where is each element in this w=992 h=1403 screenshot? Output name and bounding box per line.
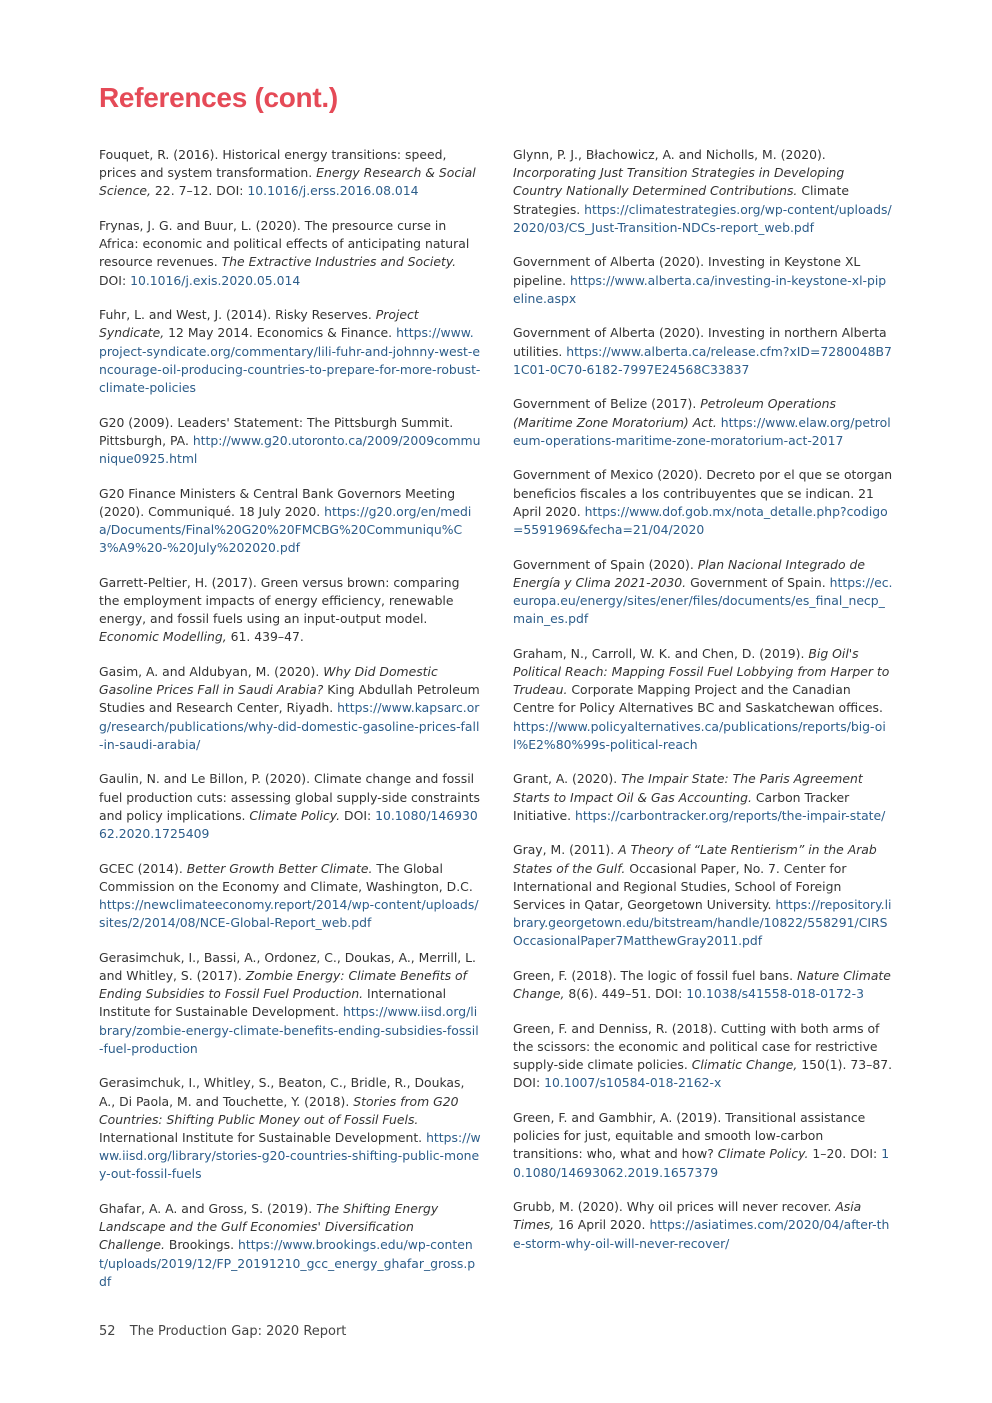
reference-text: Occasional Paper, No. 7. Center for International and Regional Studies, School of Foreign Services in Qatar, Georgetown University. [513,860,847,913]
reference-text: Government of Spain (2020). [513,556,698,572]
reference-text: Green, F. and Gambhir, A. (2019). Transitional assistance policies for just, equitable and smooth low-carbon transitions: who, what and how? [513,1110,866,1162]
references-right-column [513,146,893,1269]
reference-text: Grubb, M. (2020). Why oil prices will never recover. [513,1199,836,1215]
reference-source-title: Plan Nacional Integrado de Energía y Clima 2021-2030. [513,556,865,590]
publication-title: The Production Gap: 2020 Report [129,1324,347,1339]
reference-source-title: Big Oil's Political Reach: Mapping Fossil Fuel Lobbying from Harper to Trudeau. [513,645,890,698]
reference-link[interactable]: https://www.project-syndicate.org/commentary/lili-fuhr-and-johnny-west-encourage-oil-producing-countries-to-prepare-for-more-robust-climate-policies [99,325,481,396]
reference-entry [513,466,893,539]
reference-source-title: Climatic Change, [691,1057,798,1073]
reference-text: Government of Alberta (2020). Investing in northern Alberta utilities. [513,325,887,359]
reference-link[interactable]: https://carbontracker.org/reports/the-impair-state/ [574,807,886,823]
reference-source-title: The Impair State: The Paris Agreement Starts to Impact Oil & Gas Accounting. [513,771,863,805]
reference-text: Climate Strategies. [513,183,849,217]
reference-source-title: Climate Policy. [717,1146,809,1162]
reference-source-title: Climate Policy. [249,807,341,823]
reference-source-title: The Shifting Energy Landscape and the Gulf Economies' Diversification Challenge. [99,1201,439,1253]
reference-entry [99,860,481,933]
reference-text: GCEC (2014). [99,860,187,876]
reference-text: Ghafar, A. A. and Gross, S. (2019). [99,1201,317,1217]
reference-text: 150(1). 73–87. DOI: [513,1057,893,1091]
reference-text: Gasim, A. and Aldubyan, M. (2020). [99,664,324,680]
reference-link[interactable]: 10.1016/j.exis.2020.05.014 [130,272,301,288]
page-title: References (cont.) [99,82,338,113]
reference-source-title: Zombie Energy: Climate Benefits of Ending Subsidies to Fossil Fuel Production. [99,968,467,1002]
reference-text: Brookings. [164,1237,238,1253]
reference-text: Grant, A. (2020). [513,771,622,787]
reference-entry [513,324,893,379]
reference-entry [513,146,893,237]
reference-entry [99,306,481,397]
reference-text: 61. 439–47. [226,629,304,645]
reference-link[interactable]: https://www.iisd.org/library/zombie-energy-climate-benefits-ending-subsidies-fossil-fuel-production [99,1004,479,1056]
reference-source-title: Petroleum Operations (Maritime Zone Moratorium) Act. [513,396,836,430]
reference-text: Government of Spain. [686,574,830,590]
reference-entry [99,414,481,469]
reference-entry [513,253,893,308]
reference-link[interactable]: https://www.alberta.ca/release.cfm?xID=7280048B71C01-0C70-6182-7997E24568C33837 [513,343,892,377]
reference-text: 12 May 2014. Economics & Finance. [164,325,397,341]
reference-text: DOI: [340,807,376,823]
reference-link[interactable]: https://asiatimes.com/2020/04/after-the-storm-why-oil-will-never-recover/ [513,1217,890,1251]
reference-entry [513,770,893,825]
reference-entry [513,556,893,629]
reference-text: Green, F. (2018). The logic of fossil fuel bans. [513,968,797,984]
reference-text: Frynas, J. G. and Buur, L. (2020). The presource curse in Africa: economic and political effects of anticipating natural resource revenues. [99,218,470,270]
page-footer [99,1324,346,1339]
reference-source-title: Project Syndicate, [99,307,419,341]
reference-entry [513,1020,893,1093]
reference-text: Gray, M. (2011). [513,842,619,858]
reference-source-title: Energy Research & Social Science, [99,165,476,199]
reference-entry [99,1074,481,1183]
reference-text: 8(6). 449–51. DOI: [564,986,687,1002]
reference-text: Gaulin, N. and Le Billon, P. (2020). Climate change and fossil fuel production cuts: assessing global supply-side constraints and policy implications. [99,771,480,823]
reference-link[interactable]: https://www.kapsarc.org/research/publications/why-did-domestic-gasoline-prices-fall-in-saudi-arabia/ [99,700,480,752]
reference-link[interactable]: 10.1080/14693062.2020.1725409 [99,807,478,842]
reference-link[interactable]: 10.1080/14693062.2019.1657379 [513,1146,890,1180]
reference-link[interactable]: https://www.brookings.edu/wp-content/uploads/2019/12/FP_20191210_gcc_energy_ghafar_gross.pdf [99,1237,476,1289]
reference-text: King Abdullah Petroleum Studies and Research Center, Riyadh. [99,682,480,716]
reference-link[interactable]: 10.1038/s41558-018-0172-3 [686,986,864,1002]
reference-entry [513,645,893,754]
references-left-column [99,146,481,1307]
reference-text: Fouquet, R. (2016). Historical energy transitions: speed, prices and system transformation. [99,147,447,181]
reference-source-title: Asia Times, [513,1199,862,1233]
reference-entry [99,146,481,201]
reference-source-title: Better Growth Better Climate. [186,860,373,876]
reference-link[interactable]: https://www.dof.gob.mx/nota_detalle.php?codigo=5591969&fecha=21/04/2020 [513,503,888,538]
reference-text: International Institute for Sustainable Development. [99,986,447,1020]
reference-link[interactable]: https://www.iisd.org/library/stories-g20-countries-shifting-public-money-out-fossil-fuels [99,1130,481,1182]
page-number: 52 [99,1324,116,1339]
reference-text: Government of Mexico (2020). Decreto por el que se otorgan beneficios fiscales a los contribuyentes que se indican. 21 April 2020. [513,467,893,519]
reference-text: Corporate Mapping Project and the Canadian Centre for Policy Alternatives BC and Saskatchewan offices. [513,682,883,716]
reference-text: Carbon Tracker Initiative. [513,789,850,823]
reference-text: DOI: [99,272,131,288]
reference-text: Gerasimchuk, I., Whitley, S., Beaton, C., Bridle, R., Doukas, A., Di Paola, M. and Touchette, Y. (2018). [99,1075,465,1109]
reference-text: The Global Commission on the Economy and Climate, Washington, D.C. [99,860,473,894]
reference-link[interactable]: https://newclimateeconomy.report/2014/wp-content/uploads/sites/2/2014/08/NCE-Global-Report_web.pdf [99,897,479,931]
reference-entry [99,574,481,647]
reference-text: Gerasimchuk, I., Bassi, A., Ordonez, C., Doukas, A., Merrill, L. and Whitley, S. (2017). [99,949,476,984]
reference-text: G20 (2009). Leaders' Statement: The Pittsburgh Summit. Pittsburgh, PA. [99,414,454,448]
reference-entry [99,485,481,558]
reference-text: Green, F. and Denniss, R. (2018). Cutting with both arms of the scissors: the economic and political case for restrictive supply-side climate policies. [513,1020,880,1073]
reference-link[interactable]: https://www.elaw.org/petroleum-operations-maritime-zone-moratorium-act-2017 [513,414,891,448]
reference-entry [513,395,893,450]
reference-source-title: Incorporating Just Transition Strategies in Developing Country Nationally Determined Contributions. [513,165,845,199]
reference-entry [99,1200,481,1291]
reference-text: Government of Belize (2017). [513,396,701,412]
reference-link[interactable]: 10.1007/s10584-018-2162-x [544,1075,722,1091]
reference-text: 1–20. DOI: [808,1146,882,1162]
reference-link[interactable]: https://www.alberta.ca/investing-in-keystone-xl-pipeline.aspx [513,272,887,306]
reference-link[interactable]: https://g20.org/en/media/Documents/Final%20G20%20FMCBG%20Communiqu%C3%A9%20-%20July%202020.pdf [99,503,472,556]
reference-text: Government of Alberta (2020). Investing in Keystone XL pipeline. [513,254,861,288]
reference-entry [513,841,893,950]
reference-source-title: Economic Modelling, [99,629,227,645]
reference-text: Fuhr, L. and West, J. (2014). Risky Reserves. [99,307,376,323]
reference-entry [99,770,481,843]
reference-source-title: A Theory of “Late Rentierism” in the Arab States of the Gulf. [513,842,877,876]
reference-entry [513,1109,893,1182]
reference-source-title: Stories from G20 Countries: Shifting Public Money out of Fossil Fuels. [99,1093,459,1127]
reference-entry [513,1198,893,1253]
reference-text: International Institute for Sustainable Development. [99,1130,427,1146]
reference-link[interactable]: 10.1016/j.erss.2016.08.014 [247,183,419,199]
reference-text: 22. 7–12. DOI: [150,183,248,199]
reference-entry [99,217,481,290]
reference-source-title: Nature Climate Change, [513,968,891,1002]
reference-link[interactable]: https://ec.europa.eu/energy/sites/ener/files/documents/es_final_necp_main_es.pdf [513,574,893,627]
reference-link[interactable]: https://repository.library.georgetown.edu/bitstream/handle/10822/558291/CIRSOccasionalPaper7MatthewGray2011.pdf [513,897,892,949]
reference-entry [99,663,481,754]
reference-link[interactable]: http://www.g20.utoronto.ca/2009/2009communique0925.html [99,432,481,467]
reference-text: Graham, N., Carroll, W. K. and Chen, D. (2019). [513,645,809,661]
reference-link[interactable]: https://climatestrategies.org/wp-content/uploads/2020/03/CS_Just-Transition-NDCs-report_web.pdf [513,201,892,235]
reference-source-title: The Extractive Industries and Society. [221,254,457,270]
reference-text: Garrett-Peltier, H. (2017). Green versus brown: comparing the employment impacts of energy efficiency, renewable energy, and fossil fuels using an input-output model. [99,574,460,627]
reference-text: Glynn, P. J., Błachowicz, A. and Nicholls, M. (2020). [513,147,826,162]
reference-text: 16 April 2020. [554,1217,650,1233]
reference-entry [513,967,893,1003]
reference-text: G20 Finance Ministers & Central Bank Governors Meeting (2020). Communiqué. 18 July 2020. [99,485,456,519]
reference-source-title: Why Did Domestic Gasoline Prices Fall in Saudi Arabia? [99,664,438,698]
reference-entry [99,949,481,1058]
reference-link[interactable]: https://www.policyalternatives.ca/publications/reports/big-oil%E2%80%99s-political-reach [513,718,886,752]
